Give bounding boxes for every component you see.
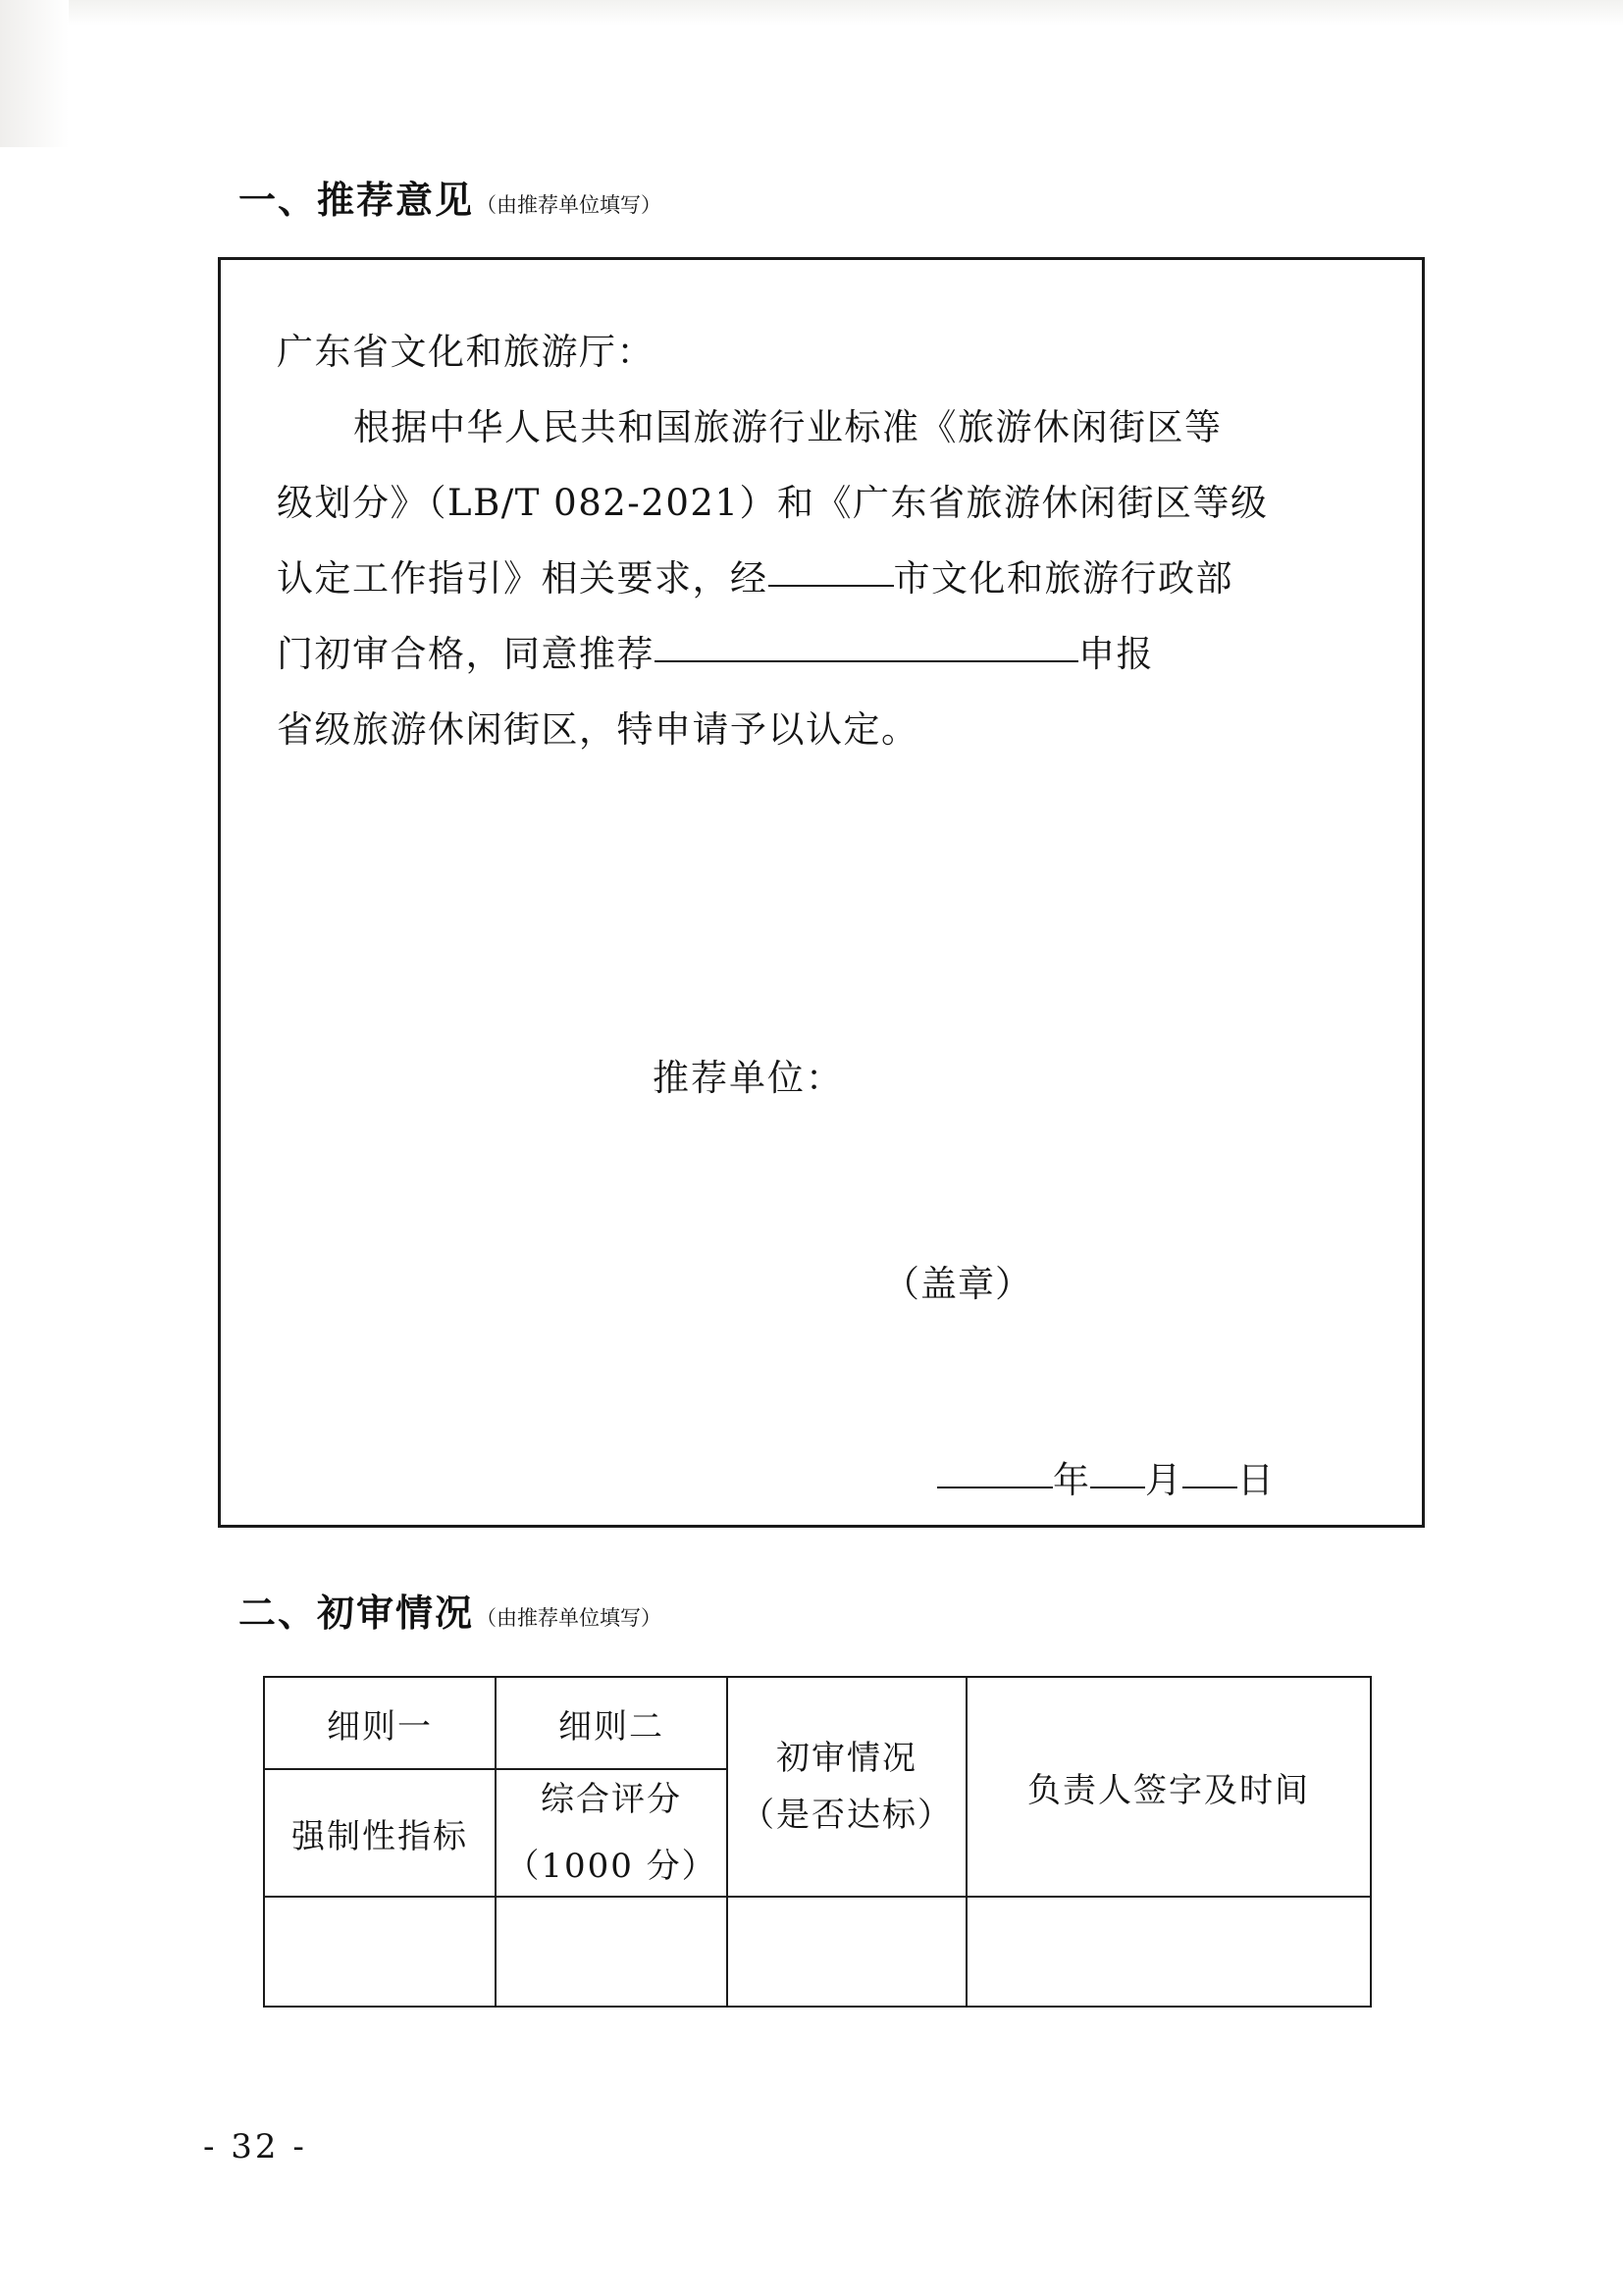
- seal-note-label: （盖章）: [883, 1263, 1032, 1305]
- letter-salutation: 广东省文化和旅游厅：: [277, 331, 654, 373]
- section-1-subtitle: （由推荐单位填写）: [476, 193, 662, 217]
- letter-line-3-text-before: 认定工作指引》相关要求，经: [277, 557, 768, 600]
- table-header-mandatory-indicator: 强制性指标: [264, 1769, 496, 1897]
- preliminary-review-table: [263, 1676, 1372, 2008]
- overall-score-line-2: （1000 分）: [505, 1847, 717, 1886]
- date-day-label: 日: [1237, 1459, 1275, 1501]
- table-header-signature-datetime: 负责人签字及时间: [967, 1677, 1371, 1897]
- review-status-line-2: （是否达标）: [741, 1796, 953, 1835]
- table-row: [264, 1897, 1371, 2007]
- date-year-label: 年: [1053, 1459, 1090, 1501]
- table-cell-mandatory-indicator-value[interactable]: [264, 1897, 496, 2007]
- recommendation-opinion-content: [218, 257, 1425, 1528]
- letter-paragraph-line-1: 根据中华人民共和国旅游行业标准《旅游休闲街区等: [353, 406, 1223, 448]
- signature-date-line: [937, 1450, 1275, 1503]
- review-status-line-1: 初审情况: [776, 1739, 917, 1778]
- section-1-title: 一、推荐意见: [238, 179, 475, 222]
- table-cell-signature-datetime-value[interactable]: [967, 1897, 1371, 2007]
- table-cell-review-status-value[interactable]: [727, 1897, 967, 2007]
- scan-edge-shading-left: [0, 0, 69, 147]
- date-year-blank-field[interactable]: [937, 1487, 1053, 1488]
- letter-paragraph-line-3: [277, 541, 1366, 616]
- letter-line-4-text-before: 门初审合格，同意推荐: [277, 633, 654, 675]
- section-heading-preliminary-review: [238, 1592, 662, 1635]
- recommending-unit-label: 推荐单位：: [653, 1057, 844, 1099]
- section-2-title: 二、初审情况: [238, 1592, 475, 1635]
- date-month-blank-field[interactable]: [1090, 1487, 1145, 1488]
- letter-line-3-text-after: 市文化和旅游行政部: [893, 557, 1233, 600]
- letter-paragraph-line-2: 级划分》（LB/T 082-2021）和《广东省旅游休闲街区等级: [277, 482, 1269, 524]
- letter-paragraph-line-4: [277, 616, 1366, 692]
- date-month-label: 月: [1145, 1459, 1182, 1501]
- table-header-review-status: [727, 1677, 967, 1897]
- table-cell-overall-score-value[interactable]: [496, 1897, 727, 2007]
- city-name-blank-field[interactable]: [768, 585, 894, 587]
- letter-line-4-text-after: 申报: [1078, 633, 1154, 675]
- page-number: - 32 -: [203, 2127, 307, 2166]
- table-header-overall-score: [496, 1769, 727, 1897]
- table-header-rule-one: 细则一: [264, 1677, 496, 1769]
- table-header-rule-two: 细则二: [496, 1677, 727, 1769]
- scan-edge-shading-top: [0, 0, 1623, 26]
- letter-paragraph-line-5: 省级旅游休闲街区，特申请予以认定。: [277, 708, 919, 751]
- section-heading-recommendation: [238, 179, 662, 222]
- overall-score-line-1: 综合评分: [541, 1780, 682, 1819]
- street-name-blank-field[interactable]: [654, 660, 1078, 662]
- table-header-row-1: [264, 1677, 1371, 1769]
- date-day-blank-field[interactable]: [1182, 1487, 1237, 1488]
- section-2-subtitle: （由推荐单位填写）: [476, 1606, 662, 1630]
